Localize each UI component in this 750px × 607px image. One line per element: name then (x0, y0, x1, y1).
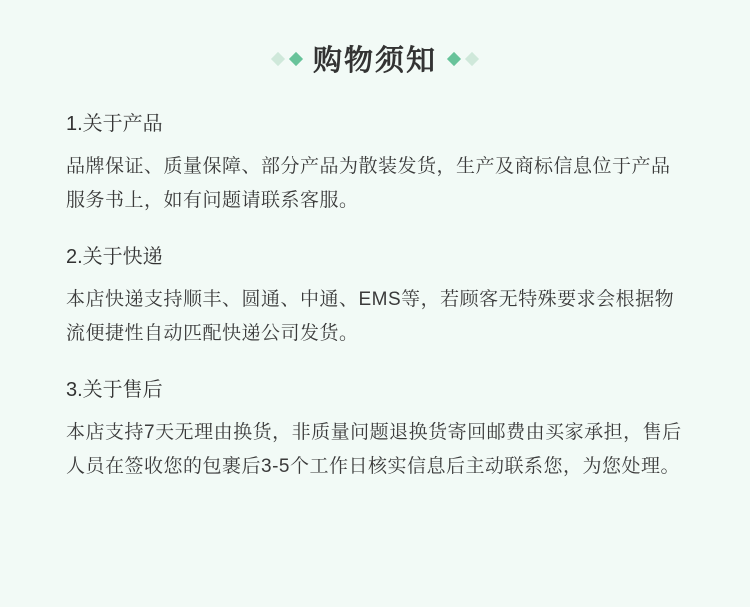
page-title: 购物须知 (312, 45, 437, 77)
section-product (66, 107, 684, 218)
strong-diamond-icon (289, 51, 303, 65)
section-heading: 2.关于快递 (66, 246, 163, 268)
pale-diamond-icon (271, 51, 285, 65)
title-decoration-left (273, 54, 301, 64)
section-body: 品牌保证、质量保障、部分产品为散装发货，生产及商标信息位于产品服务书上，如有问题请联系客服。 (66, 156, 671, 211)
section-heading: 3.关于售后 (66, 379, 163, 401)
section-body: 本店快递支持顺丰、圆通、中通、EMS等，若顾客无特殊要求会根据物流便捷性自动匹配快递公司发货。 (66, 289, 675, 344)
section-shipping (66, 240, 684, 351)
strong-diamond-icon (447, 51, 461, 65)
title-decoration-right (449, 54, 477, 64)
page-header (0, 0, 750, 79)
section-after-sales (66, 373, 684, 484)
notice-content (0, 79, 750, 484)
pale-diamond-icon (465, 51, 479, 65)
section-body: 本店支持7天无理由换货，非质量问题退换货寄回邮费由买家承担，售后人员在签收您的包裹后3-5个工作日核实信息后主动联系您，为您处理。 (66, 422, 682, 477)
section-heading: 1.关于产品 (66, 113, 163, 135)
